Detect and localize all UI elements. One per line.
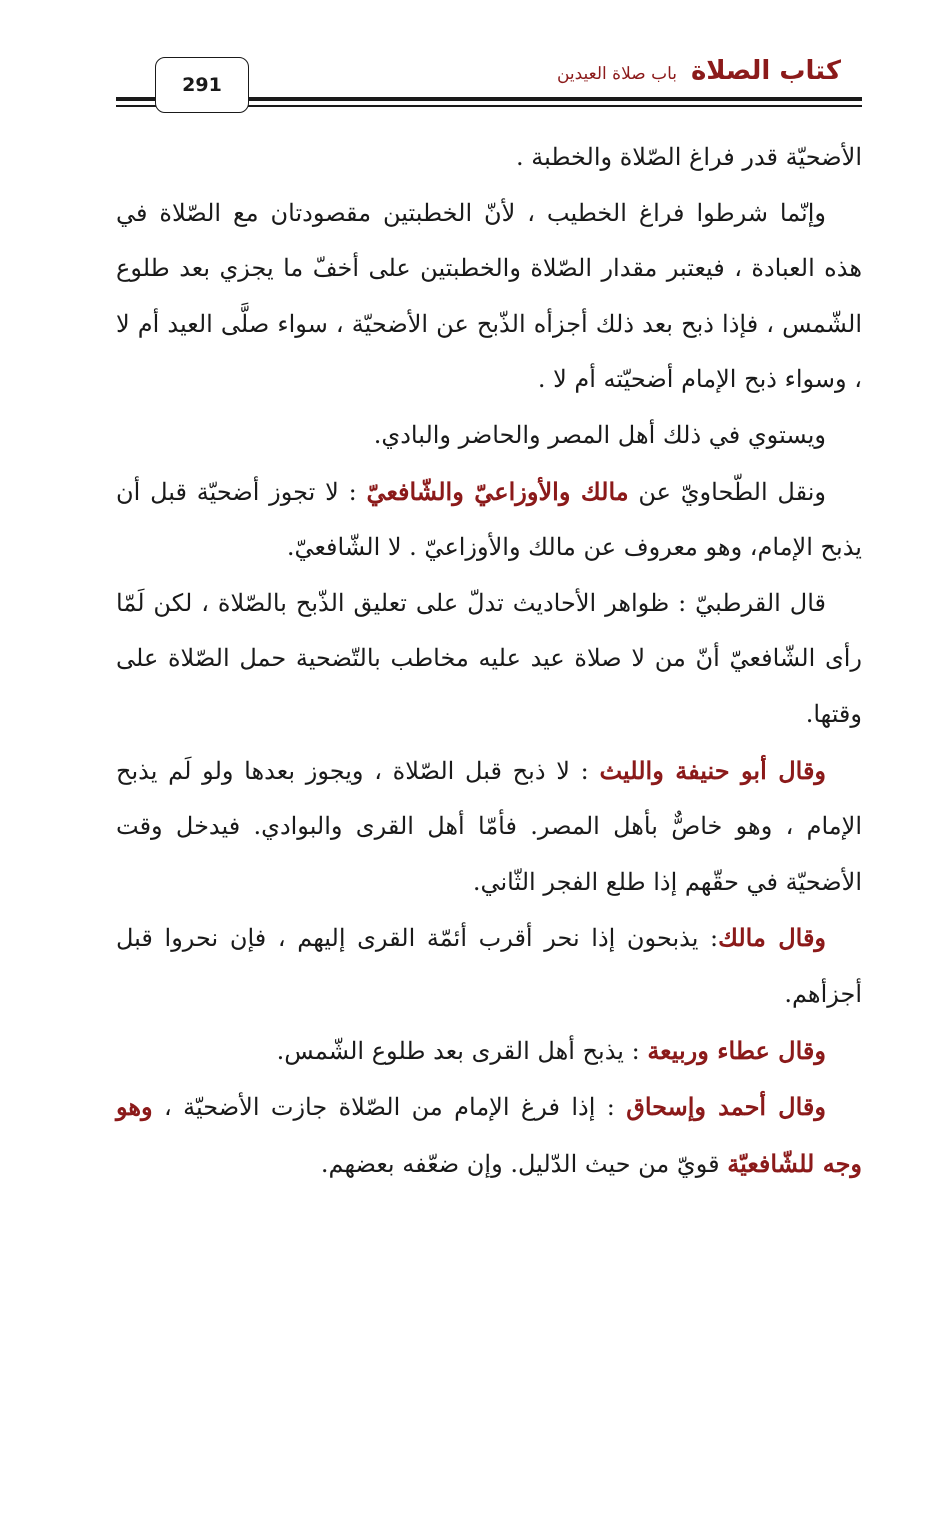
page-number: 291: [182, 74, 222, 96]
text-segment: وإنّما شرطوا فراغ الخطيب ، لأنّ الخطبتين مقصودتان مع الصّلاة في هذه العبادة ، فيعتبر مقدار الصّلاة والخطبتين على أخفّ ما يجزي بعد طلوع الشّمس ، فإذا ذبح بعد ذلك أجزأه الذّبح عن الأضحيّة ، سواء صلَّى العيد أم لا ، وسواء ذبح الإمام أضحيّته أم لا .: [116, 198, 862, 394]
page-number-badge: [155, 57, 249, 113]
paragraph: [116, 1023, 862, 1080]
scholar-name-highlight: وقال أبو حنيفة والليث: [599, 755, 827, 785]
paragraph: [116, 186, 862, 408]
page-header: [0, 0, 945, 120]
text-segment: ويستوي في ذلك أهل المصر والحاضر والبادي.: [373, 420, 826, 449]
scholar-name-highlight: وهو وجه للشّافعيّة: [116, 1092, 862, 1178]
text-segment: : إذا فرغ الإمام من الصّلاة جازت الأضحيّة ،: [152, 1093, 627, 1122]
scholar-name-highlight: وقال عطاء وربيعة: [647, 1035, 826, 1065]
text-segment: قال القرطبيّ : ظواهر الأحاديث تدلّ على تعليق الذّبح بالصّلاة ، لكن لَمّا رأى الشّافعيّ أنّ من لا صلاة عيد عليه مخاطب بالتّضحية حمل الصّلاة على وقتها.: [116, 588, 862, 728]
paragraph: [116, 464, 862, 576]
paragraph: [116, 743, 862, 911]
scholar-name-highlight: مالك والأوزاعيّ والشّافعيّ: [366, 476, 629, 506]
paragraph: [116, 130, 862, 186]
text-segment: : لا ذبح قبل الصّلاة ، ويجوز بعدها ولو لَم يذبح الإمام ، وهو خاصٌّ بأهل المصر. فأمّا أهل القرى والبوادي. فيدخل وقت الأضحيّة في حقّهم إذا طلع الفجر الثّاني.: [116, 756, 862, 896]
scholar-name-highlight: وقال مالك: [718, 923, 827, 953]
text-segment: : يذبح أهل القرى بعد طلوع الشّمس.: [276, 1036, 648, 1065]
page-body: [116, 130, 862, 1192]
text-segment: : يذبحون إذا نحر أقرب أئمّة القرى إليهم ، فإن نحروا قبل أجزأهم.: [116, 924, 862, 1008]
paragraph: [116, 910, 862, 1022]
chapter-title: باب صلاة العيدين: [556, 64, 677, 84]
text-segment: : لا تجوز أضحيّة قبل أن يذبح الإمام، وهو معروف عن مالك والأوزاعيّ . لا الشّافعيّ.: [116, 477, 862, 562]
paragraph: [116, 1079, 862, 1192]
text-segment: ونقل الطّحاويّ عن: [628, 477, 826, 506]
book-title: كتاب الصلاة: [690, 56, 841, 86]
paragraph: [116, 576, 862, 743]
scholar-name-highlight: وقال أحمد وإسحاق: [626, 1092, 826, 1122]
paragraph: [116, 408, 862, 464]
text-segment: الأضحيّة قدر فراغ الصّلاة والخطبة .: [515, 143, 862, 171]
text-segment: قويّ من حيث الدّليل. وإن ضعّفه بعضهم.: [320, 1149, 728, 1178]
